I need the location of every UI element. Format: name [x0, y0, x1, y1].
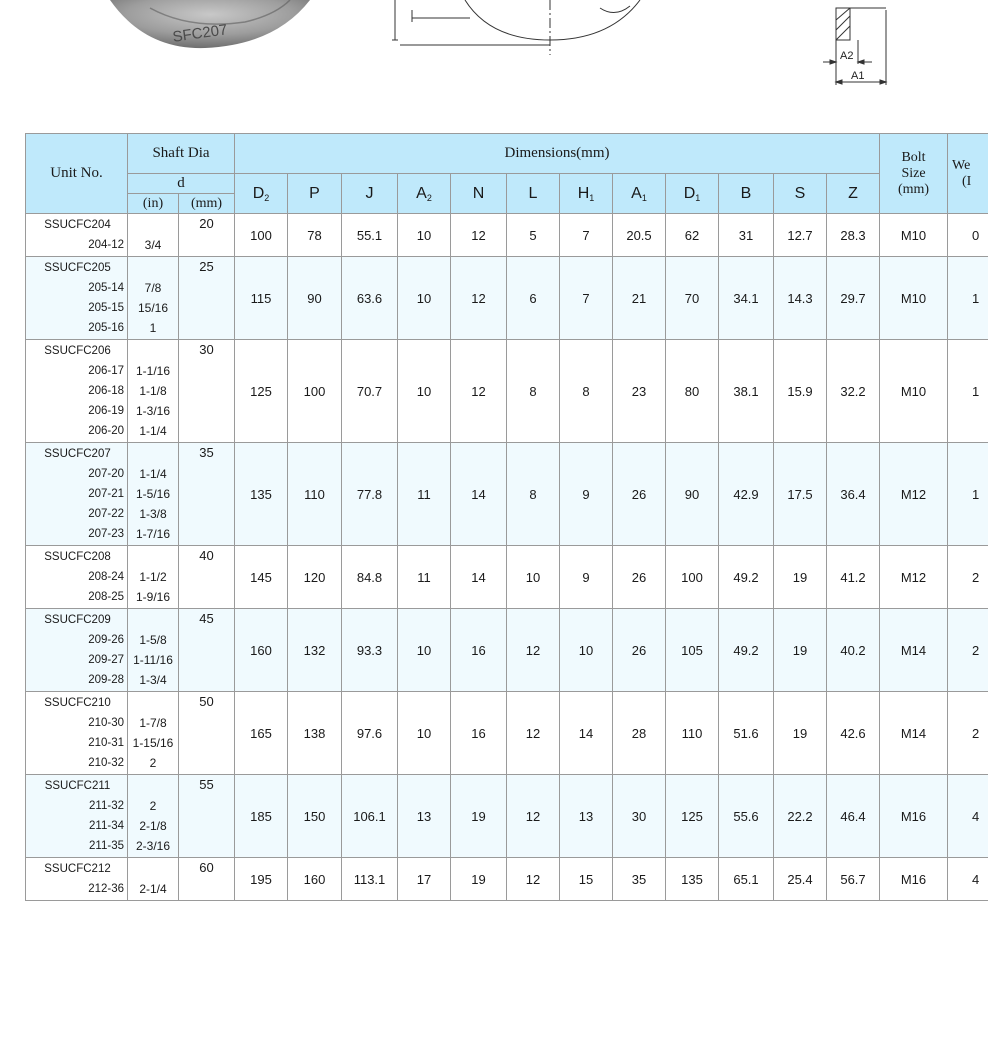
dim-col-11 [827, 174, 880, 214]
shaft-in-value: 1-3/4 [139, 673, 167, 687]
table-row [26, 692, 988, 775]
shaft-in-value: 1-11/16 [133, 653, 173, 667]
table-body [26, 214, 988, 901]
unit-no: SSUCFC210 [44, 697, 111, 709]
unit-variant: 206-18 [88, 385, 124, 397]
dim-value: 29.7 [827, 257, 880, 340]
shaft-in-value: 7/8 [144, 281, 162, 295]
dim-col-7-sub: 1 [641, 192, 647, 203]
unit-no-cell [26, 858, 128, 901]
bolt-size-value: M16 [880, 775, 948, 858]
dim-value: 135 [666, 858, 719, 901]
unit-no-cell [26, 609, 128, 692]
dim-value: 145 [235, 546, 288, 609]
dim-value: 12.7 [774, 214, 827, 257]
dim-col-3 [398, 174, 451, 214]
unit-no-cell [26, 692, 128, 775]
dim-value: 77.8 [342, 443, 398, 546]
shaft-mm-cell [179, 443, 235, 546]
shaft-in-value: 1-3/8 [139, 507, 167, 521]
dim-value: 90 [666, 443, 719, 546]
dim-col-10-base: S [794, 184, 806, 202]
shaft-in-cell [128, 692, 179, 775]
table-row [26, 214, 988, 257]
unit-variant: 211-34 [89, 820, 124, 832]
dim-value: 14 [451, 443, 507, 546]
weight-value: 4 [948, 775, 988, 858]
dim-value: 115 [235, 257, 288, 340]
dim-value: 55.6 [719, 775, 774, 858]
shaft-in-value: 1-1/16 [135, 364, 171, 378]
mm-header: (mm) [179, 194, 235, 214]
dim-value: 17.5 [774, 443, 827, 546]
unit-no: SSUCFC207 [44, 448, 111, 460]
dim-col-4 [451, 174, 507, 214]
shaft-in-cell [128, 609, 179, 692]
shaft-mm-value: 40 [199, 548, 214, 563]
dim-value: 12 [451, 214, 507, 257]
dim-col-4-base: N [472, 184, 485, 202]
shaft-mm-value: 50 [199, 694, 214, 709]
shaft-in-cell [128, 858, 179, 901]
dim-value: 23 [613, 340, 666, 443]
weight-value: 1 [948, 257, 988, 340]
unit-variant: 208-25 [88, 591, 124, 603]
dim-value: 26 [613, 609, 666, 692]
shaft-in-value: 1-3/16 [135, 404, 171, 418]
weight-line1: We [952, 157, 971, 173]
dim-value: 26 [613, 443, 666, 546]
dim-col-2-base: J [365, 184, 374, 202]
dim-value: 70.7 [342, 340, 398, 443]
dim-col-8 [666, 174, 719, 214]
weight-value: 2 [948, 609, 988, 692]
dim-value: 195 [235, 858, 288, 901]
dim-value: 10 [507, 546, 560, 609]
dim-value: 10 [398, 609, 451, 692]
dim-value: 38.1 [719, 340, 774, 443]
dim-value: 25.4 [774, 858, 827, 901]
dim-value: 110 [288, 443, 342, 546]
dim-col-6-base: H [577, 184, 590, 202]
shaft-mm-value: 55 [199, 777, 214, 792]
dim-value: 49.2 [719, 609, 774, 692]
unit-variant: 206-19 [88, 405, 124, 417]
dim-col-6-sub: 1 [589, 192, 595, 203]
dim-value: 16 [451, 692, 507, 775]
dim-value: 9 [560, 443, 613, 546]
dim-value: 8 [507, 443, 560, 546]
shaft-in-value: 2 [149, 756, 157, 770]
dim-value: 31 [719, 214, 774, 257]
dim-value: 110 [666, 692, 719, 775]
unit-variant: 209-26 [88, 634, 124, 646]
unit-no-cell [26, 443, 128, 546]
dim-value: 14.3 [774, 257, 827, 340]
unit-variant: 205-16 [88, 322, 124, 334]
table-row [26, 775, 988, 858]
dim-value: 10 [398, 257, 451, 340]
dim-value: 12 [451, 340, 507, 443]
a2-label: A2 [840, 50, 854, 62]
dim-value: 17 [398, 858, 451, 901]
unit-variant: 204-12 [88, 239, 124, 251]
dim-col-11-base: Z [848, 184, 858, 202]
dim-value: 12 [507, 858, 560, 901]
unit-no: SSUCFC206 [44, 345, 111, 357]
bolt-size-line1: Bolt [901, 149, 926, 165]
unit-no: SSUCFC208 [44, 551, 111, 563]
weight-value: 2 [948, 692, 988, 775]
shaft-mm-value: 35 [199, 445, 214, 460]
in-header: (in) [128, 194, 179, 214]
weight-value: 4 [948, 858, 988, 901]
top-drawings [0, 0, 1001, 100]
dim-value: 80 [666, 340, 719, 443]
dim-value: 11 [398, 443, 451, 546]
dim-value: 28.3 [827, 214, 880, 257]
unit-variant: 206-17 [88, 365, 124, 377]
dim-value: 12 [507, 609, 560, 692]
unit-variant: 212-36 [88, 883, 124, 895]
unit-variant: 207-21 [88, 488, 124, 500]
dim-value: 125 [666, 775, 719, 858]
unit-variant: 210-30 [88, 717, 124, 729]
dim-value: 13 [398, 775, 451, 858]
dim-value: 8 [560, 340, 613, 443]
dim-value: 135 [235, 443, 288, 546]
unit-variant: 209-28 [88, 674, 124, 686]
shaft-mm-cell [179, 609, 235, 692]
shaft-in-value: 2-1/8 [139, 819, 167, 833]
dim-value: 55.1 [342, 214, 398, 257]
dim-value: 84.8 [342, 546, 398, 609]
shaft-in-value: 1-1/4 [139, 467, 167, 481]
weight-value: 1 [948, 443, 988, 546]
shaft-dia-header: Shaft Dia [128, 134, 235, 174]
dim-value: 30 [613, 775, 666, 858]
section-drawing [392, 0, 640, 55]
dim-value: 160 [288, 858, 342, 901]
dim-value: 14 [451, 546, 507, 609]
shaft-mm-value: 20 [199, 216, 214, 231]
dim-value: 15.9 [774, 340, 827, 443]
housing-marking: SFC207 [171, 21, 229, 46]
dim-value: 19 [451, 775, 507, 858]
weight-value: 1 [948, 340, 988, 443]
dim-col-9 [719, 174, 774, 214]
dim-col-7 [613, 174, 666, 214]
dim-value: 36.4 [827, 443, 880, 546]
unit-no-cell [26, 214, 128, 257]
dim-value: 11 [398, 546, 451, 609]
dim-value: 42.9 [719, 443, 774, 546]
dim-value: 28 [613, 692, 666, 775]
bolt-size-line2: Size [901, 165, 926, 181]
dim-value: 12 [451, 257, 507, 340]
dim-value: 42.6 [827, 692, 880, 775]
shaft-in-value: 1-15/16 [132, 736, 174, 750]
unit-no: SSUCFC212 [44, 863, 111, 875]
shaft-in-value: 1-1/8 [139, 384, 167, 398]
dim-value: 12 [507, 692, 560, 775]
dim-value: 40.2 [827, 609, 880, 692]
unit-no: SSUCFC205 [44, 262, 111, 274]
dim-value: 13 [560, 775, 613, 858]
dim-value: 120 [288, 546, 342, 609]
unit-variant: 208-24 [88, 571, 124, 583]
table-row [26, 858, 988, 901]
weight-value: 2 [948, 546, 988, 609]
dim-value: 185 [235, 775, 288, 858]
dim-value: 63.6 [342, 257, 398, 340]
bolt-size-value: M14 [880, 692, 948, 775]
dim-value: 70 [666, 257, 719, 340]
unit-no-cell [26, 546, 128, 609]
dim-col-10 [774, 174, 827, 214]
dim-value: 5 [507, 214, 560, 257]
dim-value: 106.1 [342, 775, 398, 858]
dim-value: 19 [774, 546, 827, 609]
dim-value: 19 [774, 692, 827, 775]
dim-value: 138 [288, 692, 342, 775]
shaft-in-value: 1-1/4 [139, 424, 167, 438]
dim-value: 6 [507, 257, 560, 340]
dim-value: 8 [507, 340, 560, 443]
unit-variant: 207-22 [88, 508, 124, 520]
dim-value: 49.2 [719, 546, 774, 609]
bolt-size-value: M10 [880, 340, 948, 443]
shaft-mm-value: 60 [199, 860, 214, 875]
d-header: d [128, 174, 235, 194]
dim-col-5-base: L [528, 184, 538, 202]
shaft-in-value: 15/16 [137, 301, 169, 315]
bolt-size-line3: (mm) [897, 181, 930, 197]
table-row [26, 546, 988, 609]
dim-col-6 [560, 174, 613, 214]
dim-value: 90 [288, 257, 342, 340]
dim-value: 7 [560, 214, 613, 257]
unit-variant: 206-20 [88, 425, 124, 437]
dim-value: 160 [235, 609, 288, 692]
shaft-in-value: 1-7/8 [139, 716, 167, 730]
dim-value: 125 [235, 340, 288, 443]
unit-variant: 211-32 [89, 800, 124, 812]
unit-variant: 211-35 [89, 840, 124, 852]
unit-no: SSUCFC211 [44, 780, 111, 792]
dim-col-9-base: B [740, 184, 752, 202]
table-row [26, 443, 988, 546]
dim-col-8-base: D [683, 184, 696, 202]
dim-value: 14 [560, 692, 613, 775]
dim-col-1-base: P [309, 184, 320, 202]
dim-value: 132 [288, 609, 342, 692]
dim-value: 100 [235, 214, 288, 257]
shaft-mm-value: 45 [199, 611, 214, 626]
shaft-mm-cell [179, 692, 235, 775]
shaft-mm-cell [179, 214, 235, 257]
shaft-in-value: 2 [149, 799, 157, 813]
dim-value: 19 [774, 609, 827, 692]
dim-col-8-sub: 1 [695, 192, 701, 203]
bolt-size-value: M10 [880, 257, 948, 340]
unit-no-cell [26, 775, 128, 858]
shaft-in-cell [128, 443, 179, 546]
dim-value: 97.6 [342, 692, 398, 775]
bolt-size-value: M14 [880, 609, 948, 692]
dim-value: 105 [666, 609, 719, 692]
dim-value: 46.4 [827, 775, 880, 858]
dim-value: 21 [613, 257, 666, 340]
shaft-in-cell [128, 214, 179, 257]
dim-value: 113.1 [342, 858, 398, 901]
shaft-in-value: 1-9/16 [135, 590, 171, 604]
unit-no-cell [26, 340, 128, 443]
a1-label: A1 [851, 70, 865, 82]
shaft-in-value: 2-3/16 [135, 839, 171, 853]
dim-value: 7 [560, 257, 613, 340]
dim-value: 150 [288, 775, 342, 858]
shaft-in-cell [128, 775, 179, 858]
dim-value: 19 [451, 858, 507, 901]
unit-no-header: Unit No. [26, 134, 128, 214]
table-row [26, 609, 988, 692]
unit-variant: 207-20 [88, 468, 124, 480]
dim-value: 100 [666, 546, 719, 609]
shaft-in-value: 1-5/8 [139, 633, 167, 647]
shaft-in-value: 2-1/4 [139, 882, 167, 896]
dim-value: 165 [235, 692, 288, 775]
weight-line2: (I [962, 173, 972, 189]
unit-variant: 205-15 [88, 302, 124, 314]
shaft-mm-cell [179, 340, 235, 443]
unit-no: SSUCFC209 [44, 614, 111, 626]
unit-variant: 205-14 [88, 282, 124, 294]
dim-col-0-sub: 2 [264, 192, 270, 203]
dim-value: 12 [507, 775, 560, 858]
shaft-in-value: 3/4 [144, 238, 162, 252]
dim-value: 34.1 [719, 257, 774, 340]
dim-col-7-base: A [631, 184, 642, 202]
dim-col-1 [288, 174, 342, 214]
bolt-size-value: M12 [880, 443, 948, 546]
dim-col-0-base: D [252, 184, 265, 202]
dim-value: 10 [398, 214, 451, 257]
shaft-in-value: 1-5/16 [135, 487, 171, 501]
unit-no-cell [26, 257, 128, 340]
dim-value: 100 [288, 340, 342, 443]
shaft-mm-value: 30 [199, 342, 214, 357]
dim-value: 78 [288, 214, 342, 257]
header-row-1 [26, 134, 988, 174]
dimensions-table [25, 133, 988, 901]
unit-no: SSUCFC204 [44, 219, 111, 231]
dim-value: 51.6 [719, 692, 774, 775]
bolt-size-header [880, 134, 948, 214]
shaft-mm-cell [179, 858, 235, 901]
dim-value: 10 [398, 692, 451, 775]
shaft-in-cell [128, 257, 179, 340]
dim-value: 56.7 [827, 858, 880, 901]
dim-value: 10 [398, 340, 451, 443]
shaft-in-value: 1-1/2 [139, 570, 167, 584]
dim-value: 65.1 [719, 858, 774, 901]
shaft-in-value: 1 [149, 321, 157, 335]
weight-header [948, 134, 988, 214]
shaft-mm-cell [179, 257, 235, 340]
unit-variant: 210-32 [88, 757, 124, 769]
dim-col-0 [235, 174, 288, 214]
dim-value: 16 [451, 609, 507, 692]
table-row [26, 257, 988, 340]
dim-value: 41.2 [827, 546, 880, 609]
dim-value: 35 [613, 858, 666, 901]
dim-value: 32.2 [827, 340, 880, 443]
unit-variant: 210-31 [88, 737, 124, 749]
housing-photo [110, 0, 310, 48]
shaft-in-cell [128, 340, 179, 443]
dim-value: 20.5 [613, 214, 666, 257]
bolt-size-value: M12 [880, 546, 948, 609]
dim-value: 22.2 [774, 775, 827, 858]
shaft-mm-cell [179, 775, 235, 858]
dim-value: 93.3 [342, 609, 398, 692]
dim-value: 9 [560, 546, 613, 609]
dim-col-3-base: A [416, 184, 427, 202]
bolt-size-value: M16 [880, 858, 948, 901]
shaft-mm-value: 25 [199, 259, 214, 274]
dimensions-header: Dimensions(mm) [235, 134, 880, 174]
shaft-in-cell [128, 546, 179, 609]
shaft-mm-cell [179, 546, 235, 609]
shaft-in-value: 1-7/16 [135, 527, 171, 541]
dim-col-5 [507, 174, 560, 214]
dim-col-2 [342, 174, 398, 214]
dim-col-3-sub: 2 [426, 192, 432, 203]
weight-value: 0 [948, 214, 988, 257]
bolt-size-value: M10 [880, 214, 948, 257]
table-row [26, 340, 988, 443]
dim-value: 15 [560, 858, 613, 901]
dim-value: 10 [560, 609, 613, 692]
unit-variant: 209-27 [88, 654, 124, 666]
dim-value: 62 [666, 214, 719, 257]
header-row-2 [26, 174, 988, 194]
dim-value: 26 [613, 546, 666, 609]
unit-variant: 207-23 [88, 528, 124, 540]
